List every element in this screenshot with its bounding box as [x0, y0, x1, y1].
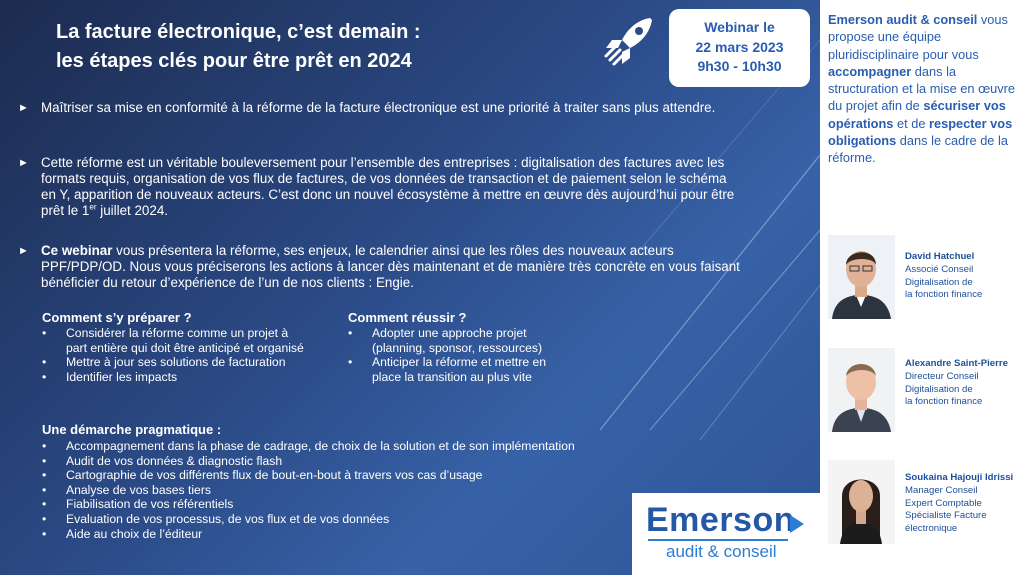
prepare-list: [42, 326, 312, 384]
webinar-time: 9h30 - 10h30: [697, 58, 782, 74]
list-item: • Evaluation de vos processus, de vos flux et de vos données: [42, 512, 582, 527]
list-item: • Identifier les impacts: [42, 370, 312, 385]
list-item: • Audit de vos données & diagnostic flash: [42, 454, 582, 469]
page-title: La facture électronique, c’est demain : les étapes clés pour être prêt en 2024: [56, 21, 421, 72]
logo-subtitle: audit & conseil: [666, 542, 777, 561]
logo-arrow-icon: [790, 515, 804, 533]
person-name: Soukaina Hajouji Idrissi: [905, 472, 1014, 483]
logo-underline: [648, 539, 788, 541]
list-item: • Analyse de vos bases tiers: [42, 483, 582, 498]
prepare-heading: Comment s’y préparer ?: [42, 310, 192, 325]
list-item: • Accompagnement dans la phase de cadrage, de choix de la solution et de son implémentation: [42, 439, 582, 454]
approach-list: [42, 439, 582, 541]
list-item: • Aide au choix de l’éditeur: [42, 527, 582, 542]
succeed-heading: Comment réussir ?: [348, 310, 467, 325]
approach-heading: Une démarche pragmatique :: [42, 422, 222, 437]
webinar-date: 22 mars 2023: [695, 38, 784, 55]
person-name: Alexandre Saint-Pierre: [905, 358, 1008, 369]
list-item: • Mettre à jour ses solutions de facturation: [42, 355, 312, 370]
logo-wordmark: Emerson: [646, 501, 795, 539]
list-item: • Considérer la réforme comme un projet à part entière qui doit être anticipé et organisé: [42, 326, 312, 355]
succeed-list: [348, 326, 573, 384]
triangle-right-icon: ►: [18, 102, 29, 114]
intro-text: Emerson audit & conseil vous propose une équipe pluridisciplinaire pour vous accompagner dans la structuration et la mise en œuvre du projet afin de sécuriser vos opérations et de respecter vos obligations dans le cadre de la réforme.: [828, 12, 1016, 166]
person-name: David Hatchuel: [905, 251, 975, 262]
list-item: • Cartographie de vos différents flux de bout-en-bout à travers vos cas d’usage: [42, 468, 582, 483]
rocket-icon: [598, 14, 660, 70]
webinar-date-box: [669, 9, 810, 87]
triangle-right-icon: ►: [18, 157, 29, 169]
blue-panel: La facture électronique, c’est demain : les étapes clés pour être prêt en 2024 Webinar le 22 mars 2023 9h30 - 10h30 ► Maîtriser sa mise en conformité à la réforme de la facture électronique est une priorité à traiter sans plus attendre. ► Cette réforme est un véritable bouleversement pour l’ensemble des entreprises : digitalisation des factures avec les formats requis, organisation de vos flux de factures, de vos données de transaction et de paiement selon le schéma en Y, apparition de nouveaux acteurs. C’est donc un nouvel écosystème à mettre en œuvre dès aujourd’hui pour être prêt le 1er juillet 2024. ► Ce webinar vous présentera la réforme, ses enjeux, le calendrier ainsi que les rôles des nouveaux acteurs PPF/PDP/OD. Nous vous préciserons les actions à lancer dès maintenant et de manière très concrète en vous faisant bénéficier du retour d’expérience de l’un de nos clients : Engie. Comment s’y préparer ? • Considérer la réforme comme un projet à part entière qui doit être anticipé et organisé • Mettre à jour ses solutions de facturation • Identifier les impacts Comment réussir ? • Adopter une approche projet (planning, sponsor, ressources) • Anticiper la réforme et mettre en place la transition au plus vite Une démarche pragmatique : • Accompagnement dans la phase de cadrage, de choix de la solution et de son implémentation • Audit de vos données & diagnostic flash • Cartographie de vos différents flux de bout-en-bout à travers vos cas d’usage • Analyse de vos bases tiers • Fiabilisation de vos référentiels • Evaluation de vos processus, de vos flux et de vos données • Aide au choix de l’éditeur: [0, 0, 820, 575]
avatar: [828, 348, 895, 432]
emerson-logo: [632, 493, 821, 575]
webinar-label: Webinar le: [704, 19, 775, 35]
avatar: [828, 460, 895, 544]
list-item: • Fiabilisation de vos référentiels: [42, 497, 582, 512]
triangle-right-icon: ►: [18, 245, 29, 257]
list-item: • Adopter une approche projet (planning, sponsor, ressources): [348, 326, 573, 355]
avatar: [828, 235, 895, 319]
list-item: • Anticiper la réforme et mettre en place la transition au plus vite: [348, 355, 573, 384]
